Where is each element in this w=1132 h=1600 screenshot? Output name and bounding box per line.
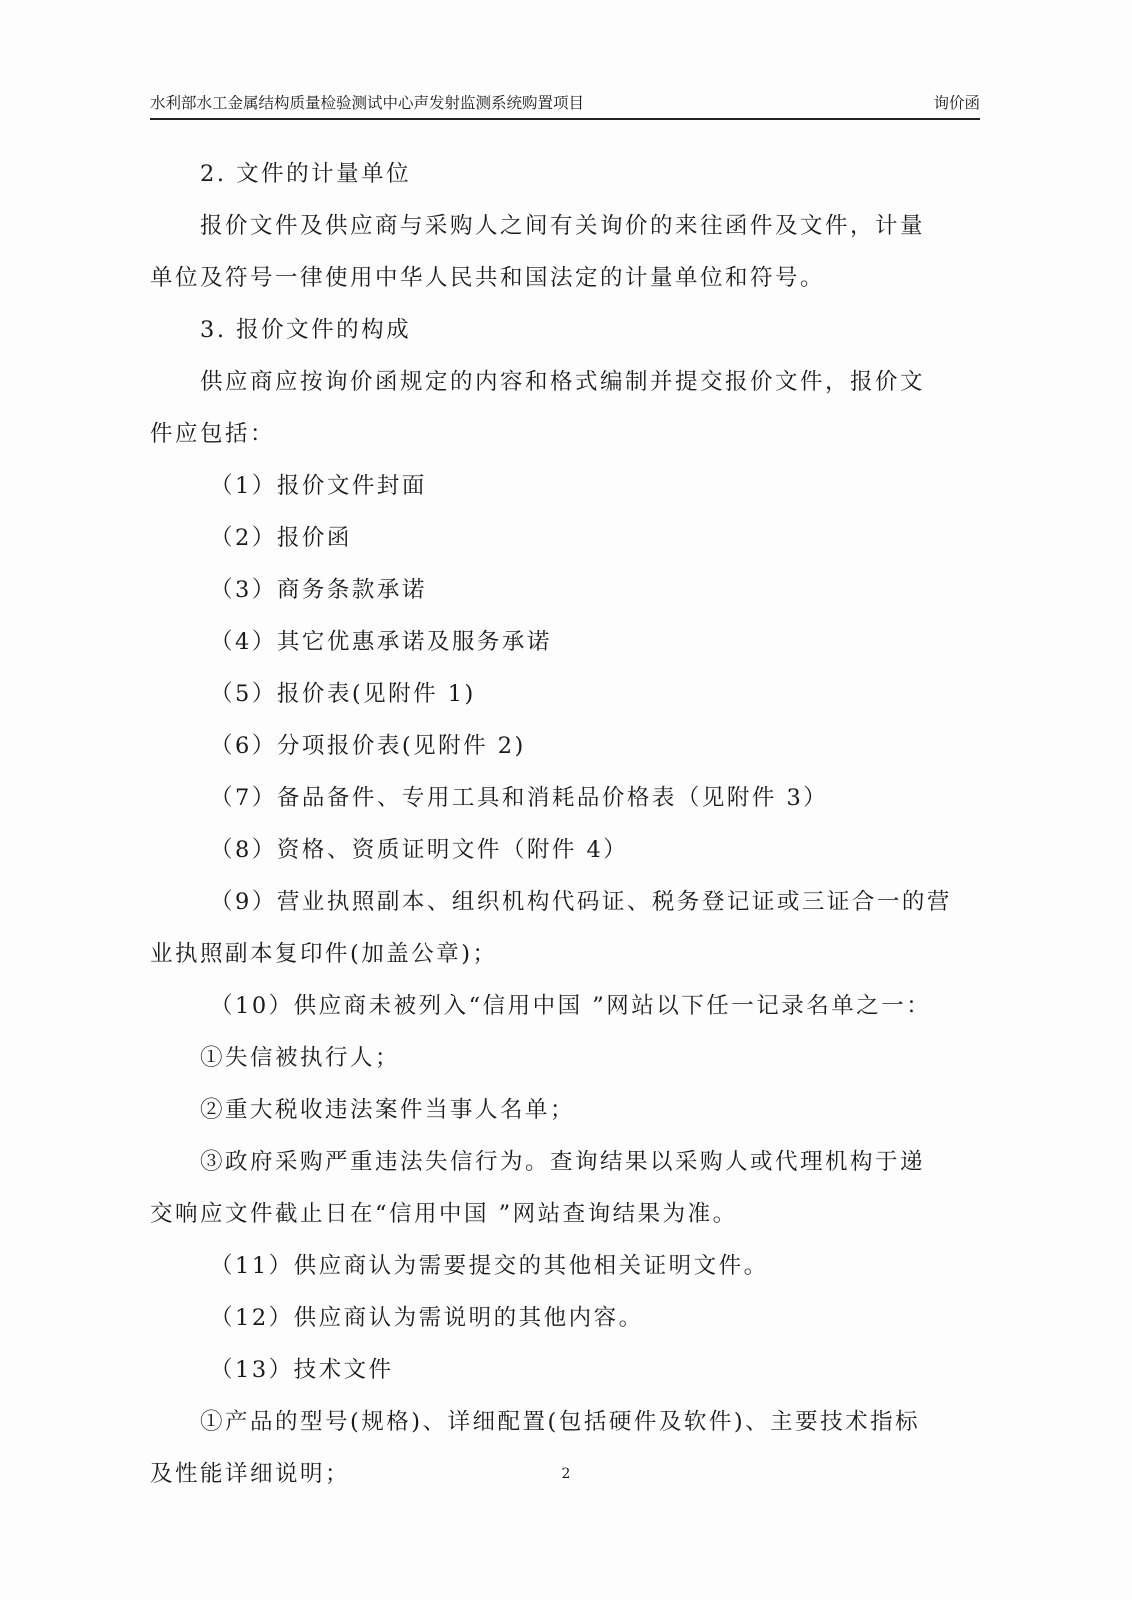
section-heading: 2. 文件的计量单位 [200,161,412,187]
list-item: （8）资格、资质证明文件（附件 4） [210,837,629,863]
list-item: （2）报价函 [210,525,352,551]
list-item: （10）供应商未被列入“信用中国 ”网站以下任一记录名单之一： [210,993,932,1019]
list-item: （3）商务条款承诺 [210,577,427,603]
sub-item-continuation: 及性能详细说明； [150,1461,351,1487]
list-item: （4）其它优惠承诺及服务承诺 [210,629,552,655]
list-item: （13）技术文件 [210,1357,394,1383]
sub-item-continuation: 交响应文件截止日在“信用中国 ”网站查询结果为准。 [150,1201,738,1227]
header-doc-type: 询价函 [933,94,980,112]
page-header [150,92,980,120]
list-item: （12）供应商认为需说明的其他内容。 [210,1305,644,1331]
sub-item: ②重大税收违法案件当事人名单； [200,1097,576,1123]
sub-item: ①失信被执行人； [200,1045,401,1071]
paragraph-line: 件应包括： [150,421,276,447]
list-item-continuation: 业执照副本复印件(加盖公章)； [150,941,498,967]
paragraph-line: 单位及符号一律使用中华人民共和国法定的计量单位和符号。 [150,265,826,291]
list-item: （11）供应商认为需要提交的其他相关证明文件。 [210,1253,769,1279]
sub-item: ③政府采购严重违法失信行为。查询结果以采购人或代理机构于递 [200,1149,926,1175]
document-body [150,148,980,1500]
list-item: （1）报价文件封面 [210,473,427,499]
paragraph-line: 报价文件及供应商与采购人之间有关询价的来往函件及文件，计量 [200,213,926,239]
page-number: 2 [561,1466,571,1482]
section-heading: 3. 报价文件的构成 [200,317,412,343]
list-item: （7）备品备件、专用工具和消耗品价格表（见附件 3） [210,785,829,811]
list-item: （6）分项报价表(见附件 2) [210,733,526,759]
header-project-title: 水利部水工金属结构质量检验测试中心声发射监测系统购置项目 [150,94,585,112]
list-item: （5）报价表(见附件 1) [210,681,476,707]
list-item: （9）营业执照副本、组织机构代码证、税务登记证或三证合一的营 [210,889,952,915]
paragraph-line: 供应商应按询价函规定的内容和格式编制并提交报价文件，报价文 [200,369,926,395]
sub-item: ①产品的型号(规格)、详细配置(包括硬件及软件)、主要技术指标 [200,1409,921,1435]
